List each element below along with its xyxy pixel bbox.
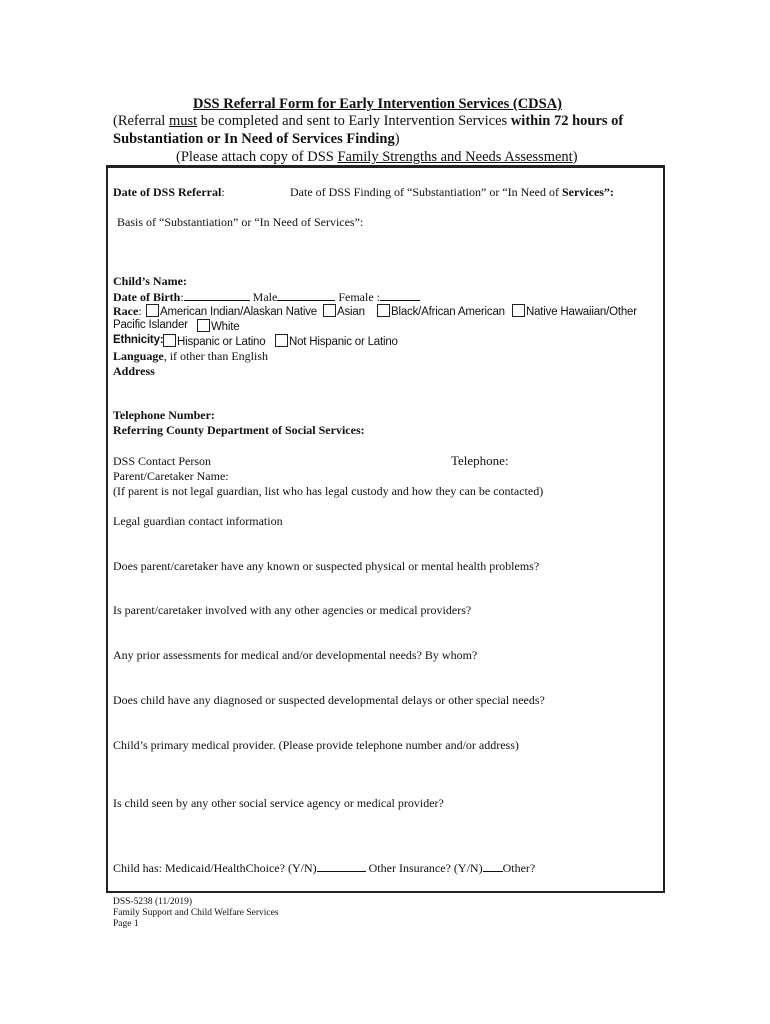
race-white-checkbox[interactable]	[197, 319, 210, 332]
ethnicity-not-hispanic-checkbox[interactable]	[275, 334, 288, 347]
legal-custody-note: (If parent is not legal guardian, list who has legal custody and how they can be contacted)	[113, 484, 544, 498]
race-black-checkbox[interactable]	[377, 304, 390, 317]
race-asian-checkbox[interactable]	[323, 304, 336, 317]
medicaid-blank[interactable]	[317, 860, 366, 872]
dss-contact-person-field[interactable]: DSS Contact Person	[113, 454, 212, 468]
legal-guardian-contact-field[interactable]: Legal guardian contact information	[113, 514, 283, 528]
header-deadline-line: Substantiation or In Need of Services Finding)	[113, 131, 400, 147]
ethnicity-hispanic-checkbox[interactable]	[163, 334, 176, 347]
question-prior-assessments[interactable]: Any prior assessments for medical and/or developmental needs? By whom?	[113, 648, 478, 662]
referring-county-field[interactable]: Referring County Department of Social Services:	[113, 423, 365, 437]
race-asian[interactable]: Asian	[323, 304, 365, 318]
language-field[interactable]: Language, if other than English	[113, 349, 269, 363]
header-instruction-line: (Referral must be completed and sent to Early Intervention Services within 72 hours of	[113, 113, 624, 129]
female-label: Female	[338, 290, 374, 304]
race-row: Race:	[113, 304, 142, 318]
date-of-dss-referral-field[interactable]: Date of DSS Referral:	[113, 185, 225, 199]
race-black[interactable]: Black/African American	[377, 304, 505, 318]
form-code: DSS-5238 (11/2019)	[113, 897, 193, 907]
race-american-indian-checkbox[interactable]	[146, 304, 159, 317]
race-native-hawaiian-checkbox[interactable]	[512, 304, 525, 317]
dob-label: Date of Birth	[113, 290, 181, 304]
ethnicity-hispanic[interactable]: Hispanic or Latino	[163, 334, 265, 348]
child-name-field[interactable]: Child’s Name:	[113, 274, 187, 288]
form-border	[106, 165, 665, 893]
other-insurance-blank[interactable]	[483, 860, 503, 872]
race-pacific-islander-text: Pacific Islander	[113, 319, 188, 331]
address-field[interactable]: Address	[113, 364, 155, 378]
question-developmental-delays[interactable]: Does child have any diagnosed or suspected developmental delays or other special needs?	[113, 693, 545, 707]
date-of-dss-finding-field[interactable]: Date of DSS Finding of “Substantiation” or “In Need of Services”:	[290, 185, 614, 199]
dss-contact-telephone-field[interactable]: Telephone:	[451, 453, 509, 468]
dob-blank[interactable]	[184, 289, 250, 301]
question-parent-agencies[interactable]: Is parent/caretaker involved with any other agencies or medical providers?	[113, 603, 472, 617]
race-white[interactable]: White	[197, 319, 239, 333]
female-blank[interactable]	[380, 289, 420, 301]
division-name: Family Support and Child Welfare Services	[113, 908, 279, 918]
telephone-number-field[interactable]: Telephone Number:	[113, 408, 215, 422]
race-american-indian[interactable]: American Indian/Alaskan Native	[146, 304, 317, 318]
question-parent-health[interactable]: Does parent/caretaker have any known or suspected physical or mental health problems?	[113, 559, 540, 573]
parent-caretaker-name-field[interactable]: Parent/Caretaker Name:	[113, 469, 229, 483]
insurance-row: Child has: Medicaid/HealthChoice? (Y/N) Other Insurance? (Y/N) Other?	[113, 861, 536, 875]
ethnicity-not-hispanic[interactable]: Not Hispanic or Latino	[275, 334, 398, 348]
header-attach-line: (Please attach copy of DSS Family Strengths and Needs Assessment)	[176, 149, 578, 165]
male-blank[interactable]	[277, 289, 335, 301]
page-number: Page 1	[113, 919, 139, 929]
basis-field[interactable]: Basis of “Substantiation” or “In Need of Services”:	[117, 215, 364, 229]
race-native-hawaiian[interactable]: Native Hawaiian/Other	[512, 304, 637, 318]
question-other-agency[interactable]: Is child seen by any other social service agency or medical provider?	[113, 796, 444, 810]
question-primary-medical-provider[interactable]: Child’s primary medical provider. (Please provide telephone number and/or address)	[113, 738, 519, 752]
male-label: Male	[252, 290, 278, 304]
form-title: DSS Referral Form for Early Intervention Services (CDSA)	[193, 96, 562, 112]
ethnicity-label: Ethnicity:	[113, 334, 164, 346]
dob-sex-row: Date of Birth: Male Female :	[113, 289, 420, 304]
